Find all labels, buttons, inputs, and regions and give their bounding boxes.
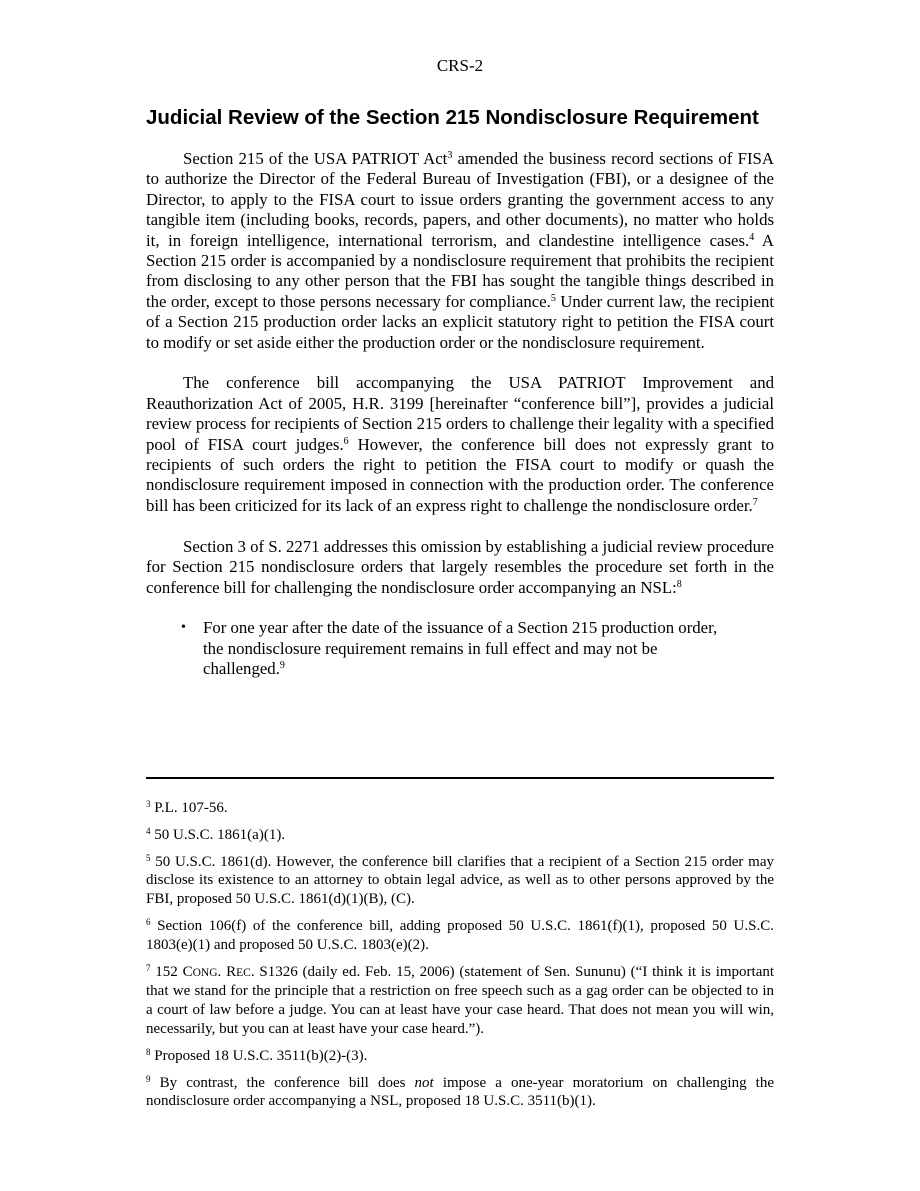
small-caps-letter: R <box>226 963 237 980</box>
bullet-list <box>146 618 733 679</box>
emphasis-text: not <box>414 1074 434 1091</box>
paragraph-1 <box>146 149 774 353</box>
footnote-number: 6 <box>146 916 151 927</box>
footnote-text: . <box>217 963 227 980</box>
footnote-number: 4 <box>146 825 151 836</box>
footnote-4 <box>146 826 774 845</box>
footnote-5 <box>146 853 774 909</box>
small-caps-letter: C <box>182 963 193 980</box>
footnote-number: 5 <box>146 852 151 863</box>
footnote-text: P.L. 107-56. <box>150 800 228 816</box>
footnote-text: impose a one-year moratorium on challenging the nondisclosure order accompanying a NSL, proposed 18 U.S.C. 3511(b)(1). <box>146 1074 774 1110</box>
bullet-icon: • <box>181 620 186 636</box>
footnote-8 <box>146 1047 774 1066</box>
footnote-ref[interactable]: 4 <box>749 231 755 243</box>
footnote-text: 50 U.S.C. 1861(a)(1). <box>150 826 286 843</box>
paragraph-text: The conference bill accompanying the USA PATRIOT Improvement and Reauthorization Act of 2005, H.R. 3199 [hereinafter “conference bill”], provides a judicial review process for recipients of Section 215 orders to challenge their legality with a specified pool of FISA court judges. <box>146 373 774 454</box>
footnote-text: 50 U.S.C. 1861(d). However, the conference bill clarifies that a recipient of a Section 215 order may disclose its existence to an attorney to obtain legal advice, as well as to other persons approved by the FBI, proposed 50 U.S.C. 1861(d)(1)(B), (C). <box>146 853 774 908</box>
footnote-text: Proposed 18 U.S.C. 3511(b)(2)-(3). <box>150 1047 368 1064</box>
footnote-number: 9 <box>146 1073 151 1084</box>
footnote-ref[interactable]: 7 <box>752 496 758 508</box>
footnote-9 <box>146 1074 774 1112</box>
footnote-ref[interactable]: 5 <box>550 292 556 304</box>
paragraph-3 <box>146 537 774 598</box>
footnote-text: By contrast, the conference bill does <box>150 1074 415 1091</box>
footnote-ref[interactable]: 9 <box>279 660 285 672</box>
section-heading: Judicial Review of the Section 215 Nondisclosure Requirement <box>146 106 759 129</box>
footnotes <box>146 799 774 1119</box>
footnote-number: 3 <box>146 799 151 809</box>
footnote-7 <box>146 963 774 1039</box>
paragraph-text: A Section 215 order is accompanied by a nondisclosure requirement that prohibits the recipient from disclosing to any other person that the FBI has sought the tangible things described in the order, except to those persons necessary for compliance. <box>146 230 774 311</box>
small-caps-rest: ONG <box>192 966 218 979</box>
footnote-text: Section 106(f) of the conference bill, adding proposed 50 U.S.C. 1861(f)(1), proposed 50 U.S.C. 1803(e)(1) and proposed 50 U.S.C. 1803(e)(2). <box>146 917 774 953</box>
footnote-ref[interactable]: 6 <box>343 435 349 447</box>
footnote-text: . S1326 (daily ed. Feb. 15, 2006) (statement of Sen. Sununu) (“I think it is important that we stand for the principle that a restriction on free speech such as a gag order can be objected to in a court of law before a judge. You can at least have your case heard. That does not mean you will win, necessarily, but you can at least have your case heard.”). <box>146 963 775 1037</box>
footnote-number: 8 <box>146 1046 151 1057</box>
bullet-text: For one year after the date of the issuance of a Section 215 production order, the nondisclosure requirement remains in full effect and may not be challenged. <box>203 618 718 679</box>
paragraph-text: Section 3 of S. 2271 addresses this omission by establishing a judicial review procedure for Section 215 nondisclosure orders that largely resembles the procedure set forth in the conference bill for challenging the nondisclosure order accompanying an NSL: <box>146 536 774 597</box>
bullet-item <box>181 618 733 679</box>
footnote-number: 7 <box>146 962 151 973</box>
small-caps-rest: EC <box>236 966 251 979</box>
paragraph-text: Under current law, the recipient of a Section 215 production order lacks an explicit statutory right to petition the FISA court to modify or set aside either the production order or the nondisclosure requirement. <box>146 291 775 352</box>
footnote-ref[interactable]: 3 <box>447 150 453 161</box>
footnote-text: 152 <box>150 963 183 980</box>
footnote-3 <box>146 799 774 818</box>
footnote-ref[interactable]: 8 <box>676 578 682 590</box>
paragraph-text: However, the conference bill does not expressly grant to recipients of such orders the right to petition the FISA court to modify or quash the nondisclosure requirement imposed in connection with the production order. The conference bill has been criticized for its lack of an express right to challenge the nondisclosure order. <box>146 434 774 515</box>
page-number-header: CRS-2 <box>436 56 484 75</box>
paragraph-text: amended the business record sections of FISA to authorize the Director of the Federal Bureau of Investigation (FBI), or a designee of the Director, to apply to the FISA court to issue orders granting the government access to any tangible item (including books, records, papers, and other documents), no matter who holds it, in foreign intelligence, international terrorism, and clandestine intelligence cases. <box>146 149 774 250</box>
paragraph-2 <box>146 373 774 516</box>
body-text <box>146 149 774 680</box>
footnote-divider <box>146 777 774 779</box>
paragraph-text: Section 215 of the USA PATRIOT Act <box>183 149 448 168</box>
footnote-6 <box>146 917 774 955</box>
